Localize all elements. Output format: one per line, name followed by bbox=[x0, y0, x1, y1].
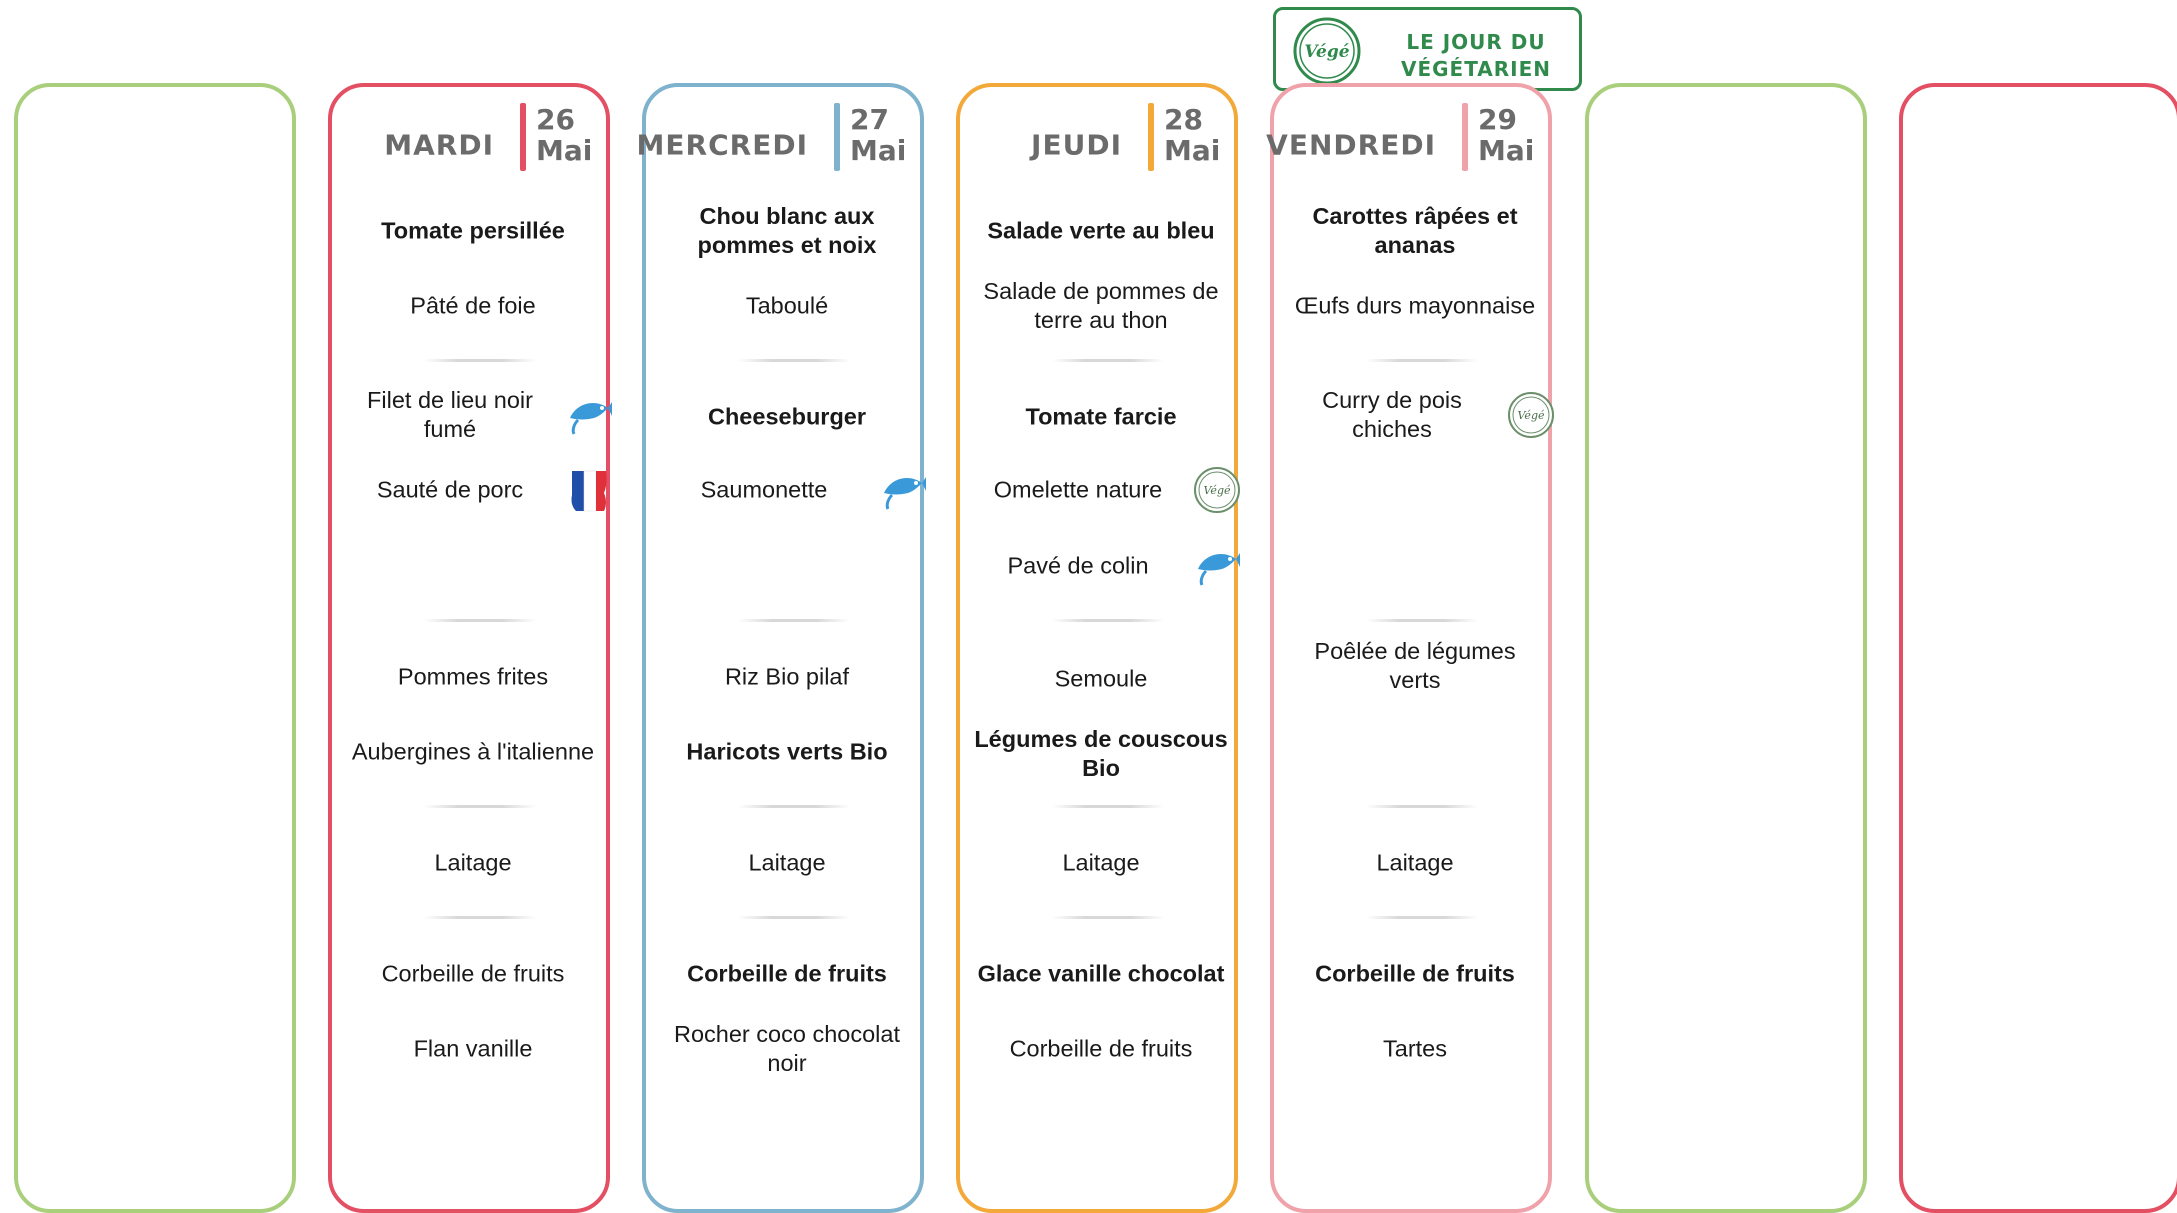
starter-item: Salade verte au bleu bbox=[987, 217, 1215, 244]
day-header bbox=[332, 103, 606, 173]
starter-item: Chou blanc aux pommes et noix bbox=[697, 203, 877, 258]
empty-column-saturday bbox=[1585, 83, 1867, 1213]
section-separator bbox=[424, 916, 536, 919]
main-item: Saumonette bbox=[700, 476, 828, 503]
vege-logo-icon bbox=[1292, 16, 1362, 86]
day-name: VENDREDI bbox=[1266, 128, 1436, 162]
france-flag-icon bbox=[564, 465, 614, 515]
day-header bbox=[960, 103, 1234, 173]
section-separator bbox=[1052, 805, 1164, 808]
starter-item: Salade de pommes de terre au thon bbox=[983, 278, 1219, 333]
fish-icon bbox=[564, 390, 614, 440]
section-separator bbox=[424, 359, 536, 362]
dairy-item: Laitage bbox=[434, 849, 512, 876]
empty-column-monday bbox=[14, 83, 296, 1213]
day-number: 26 bbox=[536, 103, 575, 136]
main-item: Tomate farcie bbox=[1025, 403, 1177, 430]
starter-item: Œufs durs mayonnaise bbox=[1294, 292, 1536, 319]
vegetarian-day-banner bbox=[1273, 7, 1582, 91]
vege-banner-line1: LE JOUR DU bbox=[1406, 30, 1546, 54]
section-separator bbox=[1052, 359, 1164, 362]
dairy-item: Laitage bbox=[1062, 849, 1140, 876]
main-item: Pavé de colin bbox=[1007, 552, 1149, 579]
day-column-vendredi bbox=[1266, 83, 1552, 1213]
dairy-item: Laitage bbox=[748, 849, 826, 876]
day-name: MERCREDI bbox=[636, 128, 808, 162]
main-item: Cheeseburger bbox=[707, 403, 867, 430]
svg-text:Végé: Végé bbox=[1203, 484, 1231, 497]
dairy-item: Laitage bbox=[1376, 849, 1454, 876]
day-month: Mai bbox=[1164, 134, 1221, 167]
section-separator bbox=[738, 805, 850, 808]
side-item: Semoule bbox=[1054, 665, 1148, 692]
section-separator bbox=[424, 805, 536, 808]
day-header-divider bbox=[1462, 103, 1468, 171]
starter-item: Tomate persillée bbox=[381, 217, 565, 244]
starter-item: Taboulé bbox=[745, 292, 829, 319]
day-header bbox=[636, 103, 920, 173]
section-separator bbox=[738, 619, 850, 622]
main-item: Curry de pois chiches bbox=[1322, 387, 1462, 442]
main-item: Omelette nature bbox=[993, 476, 1163, 503]
side-item: Pommes frites bbox=[397, 663, 549, 690]
vege-banner-line2: VÉGÉTARIEN bbox=[1400, 57, 1552, 81]
dessert-item: Glace vanille chocolat bbox=[977, 960, 1225, 987]
day-name: JEUDI bbox=[1031, 128, 1122, 162]
day-header-divider bbox=[834, 103, 840, 171]
vege-label-icon bbox=[1506, 390, 1556, 440]
day-number: 27 bbox=[850, 103, 889, 136]
day-column-mardi bbox=[328, 83, 610, 1213]
empty-column-sunday bbox=[1899, 83, 2177, 1213]
day-header-divider bbox=[520, 103, 526, 171]
section-separator bbox=[424, 619, 536, 622]
dessert-item: Tartes bbox=[1383, 1035, 1447, 1062]
side-item: Haricots verts Bio bbox=[686, 738, 888, 765]
dessert-item: Corbeille de fruits bbox=[381, 960, 565, 987]
dessert-item: Corbeille de fruits bbox=[1315, 960, 1515, 987]
fish-icon bbox=[1192, 541, 1242, 591]
section-separator bbox=[1366, 916, 1478, 919]
section-separator bbox=[738, 916, 850, 919]
section-separator bbox=[738, 359, 850, 362]
dessert-item: Corbeille de fruits bbox=[687, 960, 887, 987]
vege-label-icon bbox=[1192, 465, 1242, 515]
dessert-item: Flan vanille bbox=[413, 1035, 533, 1062]
main-item: Sauté de porc bbox=[376, 476, 524, 503]
side-item: Riz Bio pilaf bbox=[724, 663, 850, 690]
svg-text:Végé: Végé bbox=[1517, 409, 1545, 422]
day-header bbox=[1266, 103, 1548, 173]
side-item: Légumes de couscous Bio bbox=[974, 726, 1228, 781]
starter-item: Carottes râpées et ananas bbox=[1312, 203, 1518, 258]
day-header-divider bbox=[1148, 103, 1154, 171]
day-month: Mai bbox=[536, 134, 593, 167]
starter-item: Pâté de foie bbox=[410, 292, 536, 319]
dessert-item: Rocher coco chocolat noir bbox=[674, 1021, 900, 1076]
section-separator bbox=[1366, 805, 1478, 808]
section-separator bbox=[1366, 619, 1478, 622]
vege-logo-text: Végé bbox=[1304, 42, 1350, 62]
side-item: Poêlée de légumes verts bbox=[1314, 638, 1516, 693]
section-separator bbox=[1052, 916, 1164, 919]
fish-icon bbox=[878, 465, 928, 515]
section-separator bbox=[1052, 619, 1164, 622]
dessert-item: Corbeille de fruits bbox=[1009, 1035, 1193, 1062]
day-number: 28 bbox=[1164, 103, 1203, 136]
day-column-jeudi bbox=[956, 83, 1238, 1213]
section-separator bbox=[1366, 359, 1478, 362]
side-item: Aubergines à l'italienne bbox=[351, 738, 595, 765]
main-item: Filet de lieu noir fumé bbox=[367, 387, 533, 442]
day-month: Mai bbox=[1478, 134, 1535, 167]
day-month: Mai bbox=[850, 134, 907, 167]
day-column-mercredi bbox=[636, 83, 924, 1213]
day-name: MARDI bbox=[384, 128, 494, 162]
day-number: 29 bbox=[1478, 103, 1517, 136]
